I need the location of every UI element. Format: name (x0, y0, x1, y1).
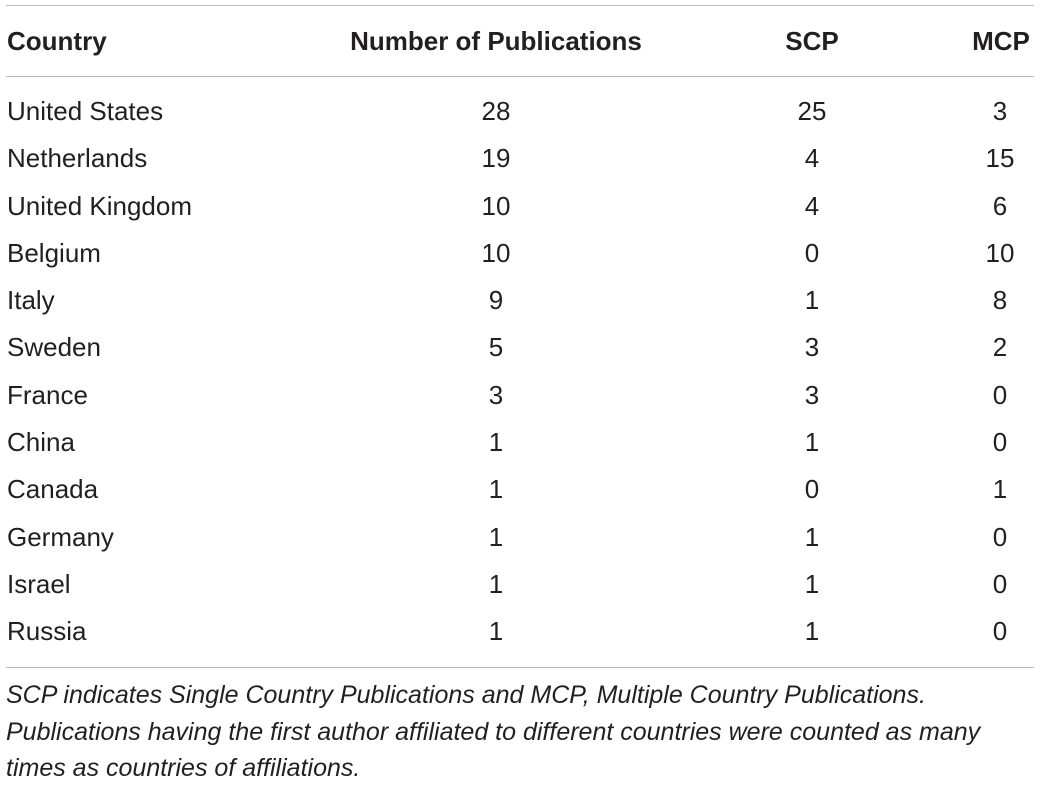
table-row (0, 230, 1040, 277)
cell-publications: 28 (481, 96, 511, 126)
cell-mcp: 6 (992, 190, 1008, 221)
cell-publications: 10 (481, 190, 511, 221)
cell-country: China (7, 427, 75, 458)
cell-publications: 10 (481, 237, 511, 268)
cell-mcp: 15 (985, 143, 1015, 174)
cell-country: Russia (7, 616, 87, 647)
cell-publications: 1 (488, 521, 504, 552)
cell-mcp: 2 (992, 332, 1008, 363)
cell-publications: 9 (488, 285, 504, 316)
table-bottom-rule (6, 667, 1034, 668)
cell-publications: 19 (481, 143, 511, 174)
cell-publications: 1 (488, 616, 504, 647)
cell-country: Sweden (7, 332, 101, 363)
cell-publications: 1 (488, 427, 504, 458)
cell-scp: 25 (797, 96, 827, 126)
header-scp: SCP (785, 26, 839, 56)
table-top-rule (6, 5, 1034, 6)
table-row (0, 561, 1040, 608)
cell-scp: 1 (804, 616, 820, 647)
cell-scp: 1 (804, 568, 820, 599)
cell-country: United Kingdom (7, 190, 192, 221)
cell-publications: 1 (488, 568, 504, 599)
table-row (0, 277, 1040, 324)
table-footnote: SCP indicates Single Country Publications and MCP, Multiple Country Publications. Publications having the first author affiliated to different countries were counted as many times as countries of affiliations. (6, 681, 981, 782)
cell-mcp: 0 (992, 616, 1008, 647)
table-row (0, 419, 1040, 466)
cell-scp: 4 (804, 143, 820, 174)
cell-mcp: 3 (992, 96, 1008, 126)
table-row (0, 88, 1040, 135)
table-header-row (0, 20, 1040, 62)
cell-scp: 1 (804, 427, 820, 458)
cell-scp: 0 (804, 237, 820, 268)
cell-mcp: 10 (985, 237, 1015, 268)
table-row (0, 372, 1040, 419)
header-bottom-rule (6, 76, 1034, 77)
table-row (0, 135, 1040, 182)
cell-mcp: 0 (992, 427, 1008, 458)
cell-country: United States (7, 96, 164, 126)
cell-mcp: 1 (992, 474, 1008, 505)
table-row (0, 466, 1040, 513)
header-number-of-publications: Number of Publications (350, 26, 642, 56)
cell-publications: 5 (488, 332, 504, 363)
header-country: Country (7, 26, 107, 56)
cell-country: France (7, 379, 88, 410)
cell-mcp: 0 (992, 379, 1008, 410)
cell-scp: 3 (804, 332, 820, 363)
table-row (0, 183, 1040, 230)
cell-country: Israel (7, 568, 71, 599)
cell-publications: 3 (488, 379, 504, 410)
cell-scp: 3 (804, 379, 820, 410)
cell-scp: 1 (804, 521, 820, 552)
header-mcp: MCP (972, 26, 1030, 56)
table-row (0, 608, 1040, 655)
cell-country: Netherlands (7, 143, 148, 174)
cell-country: Italy (7, 285, 55, 316)
cell-mcp: 8 (992, 285, 1008, 316)
cell-scp: 0 (804, 474, 820, 505)
cell-country: Belgium (7, 237, 101, 268)
cell-mcp: 0 (992, 521, 1008, 552)
cell-country: Canada (7, 474, 99, 505)
cell-mcp: 0 (992, 568, 1008, 599)
table-row (0, 514, 1040, 561)
cell-country: Germany (7, 521, 114, 552)
table-row (0, 324, 1040, 371)
cell-scp: 1 (804, 285, 820, 316)
table-body (0, 88, 1040, 656)
cell-scp: 4 (804, 190, 820, 221)
cell-publications: 1 (488, 474, 504, 505)
